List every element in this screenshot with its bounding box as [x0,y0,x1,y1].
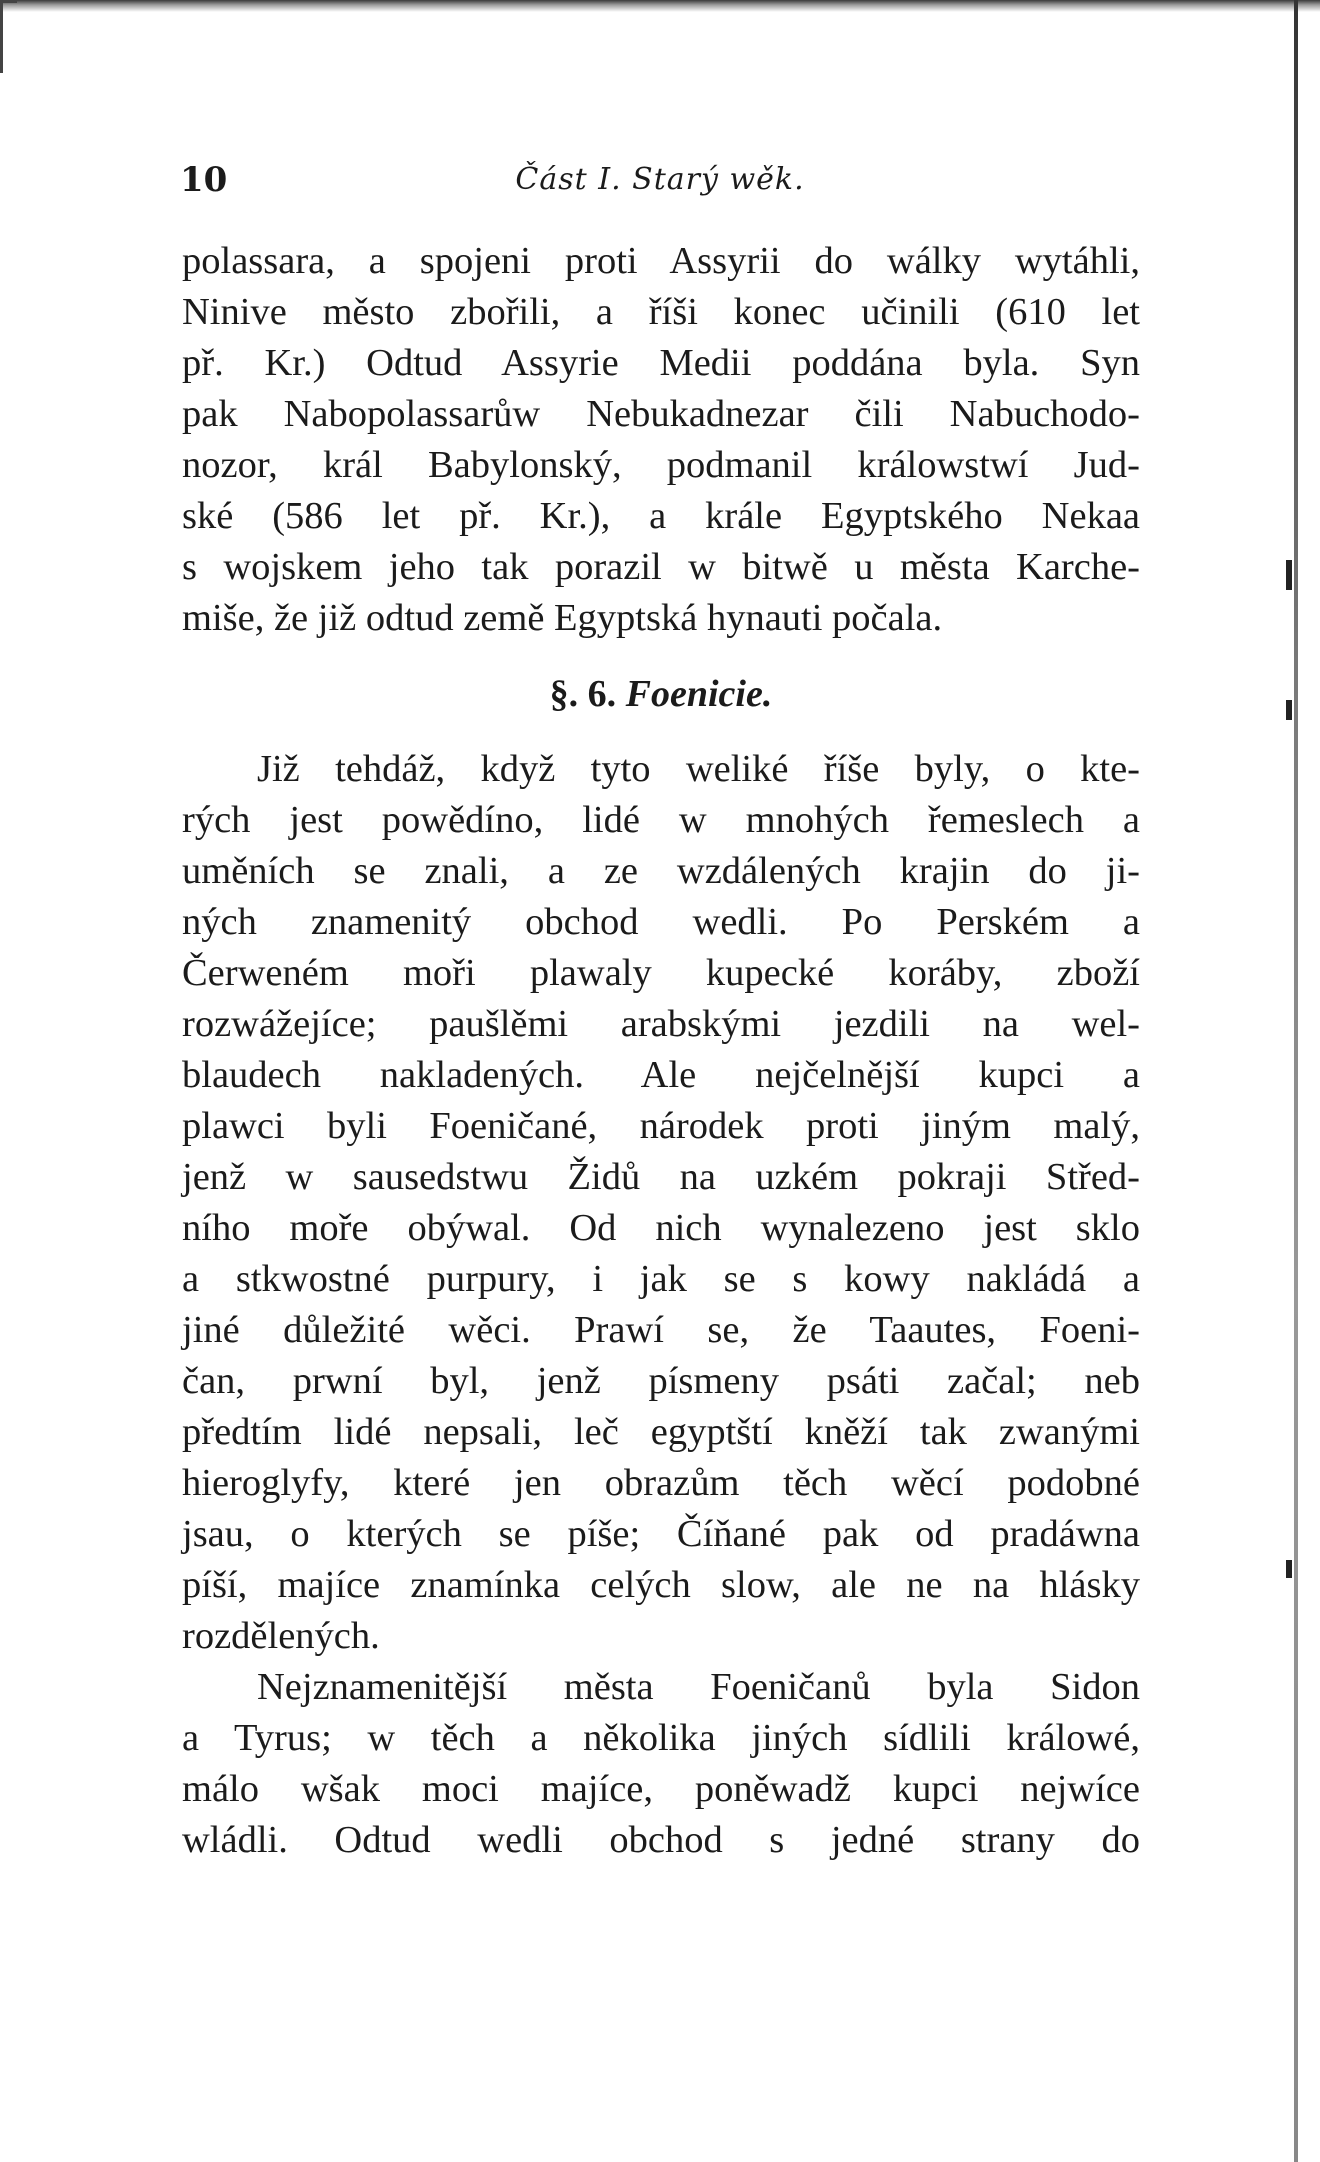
text-line: čan, prwní byl, jenž písmeny psáti začal; neb [182,1360,1140,1402]
section-heading [182,644,1140,744]
text-line: př. Kr.) Odtud Assyrie Medii poddána byla. Syn [182,342,1140,384]
text-line: jiné důležité wěci. Prawí se, že Taautes, Foeni- [182,1309,1140,1351]
text-line: blaudech nakladených. Ale nejčelnější kupci a [182,1054,1140,1096]
text-line: jsau, o kterých se píše; Číňané pak od pradáwna [182,1513,1140,1555]
running-head: Část I. Starý wěk. [515,162,805,197]
text-line: Čerweném moři plawaly kupecké koráby, zboží [182,952,1140,994]
paragraph-2 [182,744,1140,1662]
paragraph-1 [182,236,1140,644]
page-number: 10 [180,160,228,200]
text-line: píší, majíce znamínka celých slow, ale ne na hlásky [182,1564,1140,1606]
text-line: ního moře obýwal. Od nich wynalezeno jest sklo [182,1207,1140,1249]
text-line: s wojskem jeho tak porazil w bitwě u města Karche- [182,546,1140,588]
text-line: Již tehdáž, když tyto weliké říše byly, o kte- [257,748,1140,790]
text-line: plawci byli Foeničané, národek proti jiným malý, [182,1105,1140,1147]
text-line: rozdělených. [182,1615,380,1657]
scan-right-edge [1294,0,1298,2162]
text-line: Ninive město zbořili, a říši konec učinili (610 let [182,291,1140,333]
text-line: a Tyrus; w těch a několika jiných sídlili králowé, [182,1717,1140,1759]
text-line: a stkwostné purpury, i jak se s kowy nakládá a [182,1258,1140,1300]
section-number: §. 6. [549,673,617,715]
page-header [180,160,1140,210]
text-line: Nejznamenitější města Foeničanů byla Sidon [257,1666,1140,1708]
text-line: miše, že již odtud země Egyptská hynauti počala. [182,597,943,639]
text-line: uměních se znali, a ze wzdálených krajin do ji- [182,850,1140,892]
text-line: hieroglyfy, které jen obrazům těch wěcí podobné [182,1462,1140,1504]
text-line: polassara, a spojeni proti Assyrii do wálky wytáhli, [182,240,1140,282]
edge-mark [1286,560,1292,590]
text-line: pak Nabopolassarůw Nebukadnezar čili Nabuchodo- [182,393,1140,435]
text-line: jenž w sausedstwu Židů na uzkém pokraji Střed- [182,1156,1140,1198]
text-line: wládli. Odtud wedli obchod s jedné strany do [182,1819,1140,1861]
scan-corner-mark [0,0,17,73]
section-title: Foenicie. [625,673,773,715]
text-line: ské (586 let př. Kr.), a krále Egyptského Nekaa [182,495,1140,537]
text-line: nozor, král Babylonský, podmanil králowstwí Jud- [182,444,1140,486]
page-body [182,236,1140,1866]
text-line: rých jest powědíno, lidé w mnohých řemeslech a [182,799,1140,841]
text-line: málo wšak moci majíce, poněwadž kupci nejwíce [182,1768,1140,1810]
text-line: předtím lidé nepsali, leč egyptští kněží tak zwanými [182,1411,1140,1453]
edge-mark [1286,700,1292,720]
scan-top-shadow [0,0,1320,12]
paragraph-3 [182,1662,1140,1866]
edge-mark [1286,1560,1292,1578]
text-line: ných znamenitý obchod wedli. Po Perském a [182,901,1140,943]
text-line: rozwážejíce; paušlěmi arabskými jezdili na wel- [182,1003,1140,1045]
